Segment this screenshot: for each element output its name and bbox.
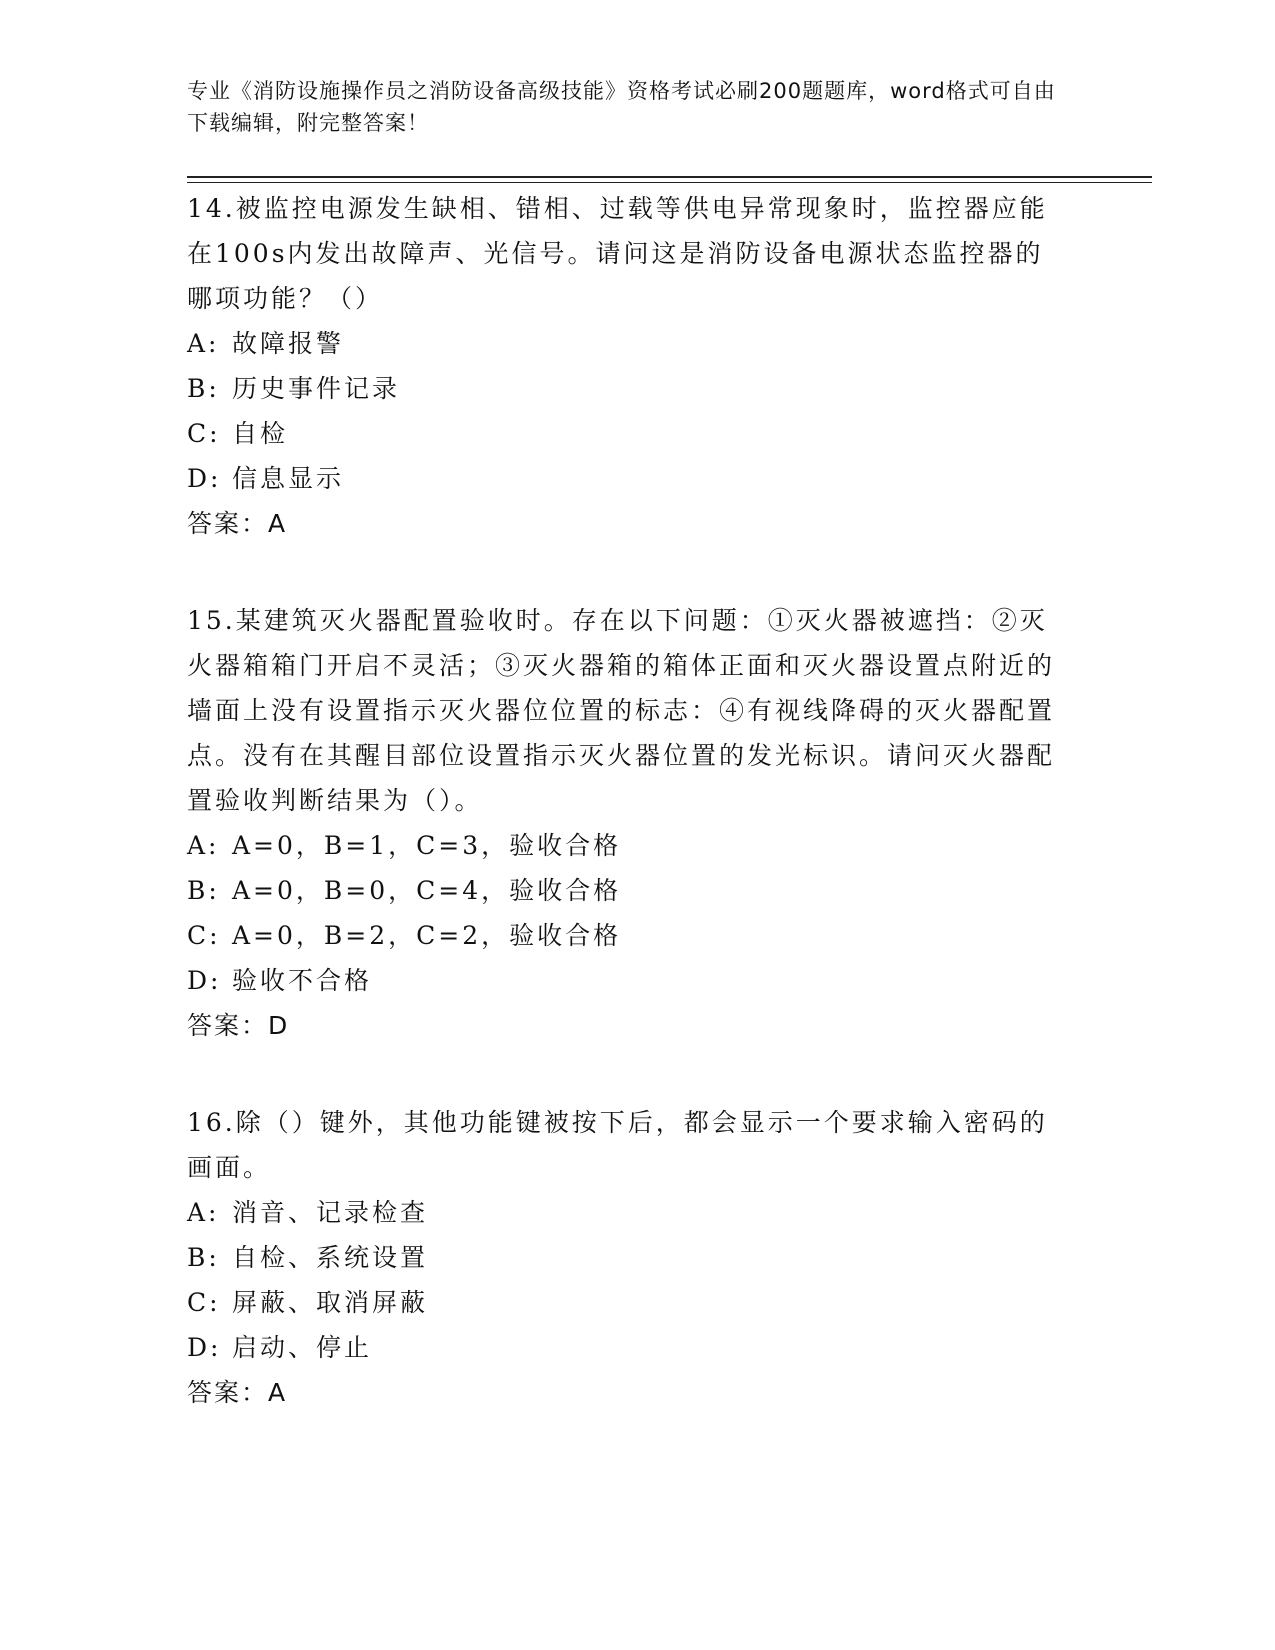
option-key: C: [187,921,221,950]
option-text: 自检、系统设置 [232,1243,429,1272]
option-text: 屏蔽、取消屏蔽 [232,1288,429,1317]
option-key: A: [187,1198,220,1227]
option-c [187,913,1067,958]
answer-line: 答案：A [187,509,288,538]
option-key: D: [187,1333,222,1362]
option-key: D: [187,966,222,995]
option-text: 启动、停止 [232,1333,373,1362]
option-key: B: [187,374,220,403]
document-header: 专业《消防设施操作员之消防设备高级技能》资格考试必刷200题题库，word格式可自由下载编辑，附完整答案！ [187,79,1056,135]
question-14 [187,186,1067,546]
question-15 [187,598,1067,1048]
option-text: 验收不合格 [232,966,373,995]
option-text: A=0，B=2，C=2，验收合格 [232,921,622,950]
option-b [187,366,1067,411]
option-b [187,1235,1067,1280]
header-divider-thick [187,176,1152,178]
option-text: 自检 [232,419,289,448]
option-text: 信息显示 [232,464,345,493]
option-a [187,823,1067,868]
option-d [187,456,1067,501]
answer-line: 答案：D [187,1011,290,1040]
option-key: C: [187,1288,221,1317]
question-text: 16.除（）键外，其他功能键被按下后，都会显示一个要求输入密码的画面。 [187,1108,1048,1182]
option-c [187,1280,1067,1325]
option-text: A=0，B=0，C=4，验收合格 [232,876,622,905]
option-b [187,868,1067,913]
option-text: 故障报警 [232,329,345,358]
option-text: 历史事件记录 [232,374,401,403]
option-key: B: [187,1243,220,1272]
option-text: 消音、记录检查 [232,1198,429,1227]
question-list [187,186,1067,1467]
answer-line: 答案：A [187,1378,288,1407]
option-key: D: [187,464,222,493]
option-key: C: [187,419,221,448]
option-d [187,958,1067,1003]
option-text: A=0，B=1，C=3，验收合格 [232,831,622,860]
option-key: A: [187,329,220,358]
option-d [187,1325,1067,1370]
option-key: B: [187,876,220,905]
option-c [187,411,1067,456]
header-divider-thin [187,182,1152,183]
question-text: 14.被监控电源发生缺相、错相、过载等供电异常现象时，监控器应能在100s内发出故障声、光信号。请问这是消防设备电源状态监控器的哪项功能？（） [187,194,1048,313]
option-key: A: [187,831,220,860]
question-16 [187,1100,1067,1415]
option-a [187,1190,1067,1235]
question-text: 15.某建筑灭火器配置验收时。存在以下问题：①灭火器被遮挡：②灭火器箱箱门开启不灵活；③灭火器箱的箱体正面和灭火器设置点附近的墙面上没有设置指示灭火器位位置的标志：④有视线降碍的灭火器配置点。没有在其醒目部位设置指示灭火器位置的发光标识。请问灭火器配置验收判断结果为（）。 [187,606,1056,815]
option-a [187,321,1067,366]
